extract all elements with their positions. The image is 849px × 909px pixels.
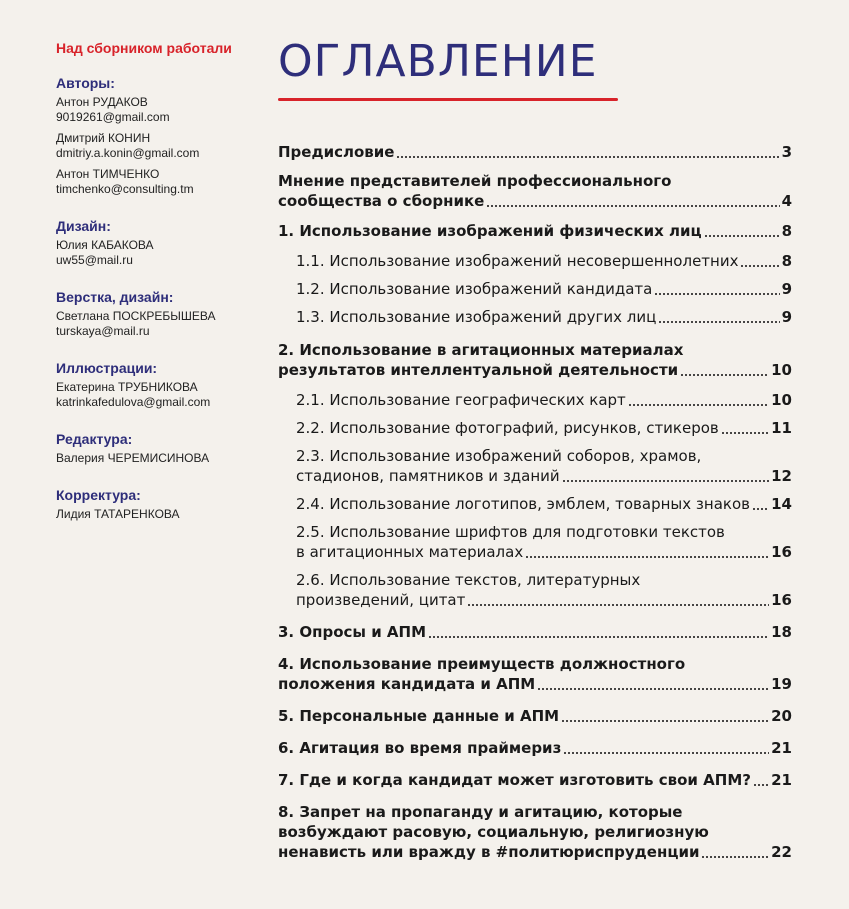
toc-entry-line [278,622,792,642]
credits-role: Корректура: [56,487,141,503]
credits-sidebar [56,40,256,543]
toc-entry-line [278,142,792,162]
toc-entry-line [278,738,792,758]
toc-entry-title: 2.1. Использование географических карт [296,391,626,409]
toc-entry [278,418,792,438]
credits-person [56,167,256,197]
toc-entry-title: положения кандидата и АПМ [278,675,536,693]
person-email: dmitriy.a.konin@gmail.com [56,146,200,160]
toc-entry [278,251,792,271]
person-email: turskaya@mail.ru [56,324,150,338]
toc-entry [278,279,792,299]
credits-group [56,487,256,522]
toc-entry-title: 2.3. Использование изображений соборов, храмов, [296,447,702,465]
dot-leader [537,688,769,690]
credits-person [56,131,256,161]
credits-groups [56,75,256,522]
toc-entry-title: 2.4. Использование логотипов, эмблем, товарных знаков [296,495,750,513]
toc-page-number: 8 [781,222,792,240]
credits-role: Иллюстрации: [56,360,158,376]
person-name: Антон РУДАКОВ [56,95,148,109]
dot-leader [680,374,769,376]
person-name: Лидия ТАТАРЕНКОВА [56,507,180,521]
toc-entry-line [278,251,792,271]
toc-entry-line [278,171,792,191]
toc-entry-title: 3. Опросы и АПМ [278,623,427,641]
dot-leader [658,321,779,323]
toc-entry-line [278,770,792,790]
toc-entry [278,390,792,410]
toc-entry-title: 2. Использование в агитационных материалах [278,341,684,359]
toc-entry [278,446,792,486]
toc-entry [278,802,792,862]
toc-entry [278,494,792,514]
toc-page-number: 9 [781,308,792,326]
toc-entry [278,522,792,562]
dot-leader [740,265,779,267]
toc-entry [278,622,792,642]
toc-entry-title: 1.1. Использование изображений несовершеннолетних [296,252,739,270]
toc-page-number: 11 [771,419,792,437]
toc-entry-line [278,446,792,466]
toc-entry [278,340,792,380]
toc-entry-line [278,590,792,610]
dot-leader [628,404,769,406]
dot-leader [752,508,769,510]
dot-leader [701,856,769,858]
toc-entry-line [278,842,792,862]
toc-page-number: 16 [771,543,792,561]
toc-entry-title: Предисловие [278,143,395,161]
toc-list [278,142,792,862]
toc-page-number: 9 [781,280,792,298]
toc-entry [278,770,792,790]
toc-entry-line [278,390,792,410]
toc-entry [278,221,792,241]
toc-entry [278,142,792,162]
person-email: timchenko@consulting.tm [56,182,194,196]
toc-entry-title: ненависть или вражду в #политюриспруденции [278,843,700,861]
credits-person [56,238,256,268]
credits-person [56,309,256,339]
toc-page-number: 4 [781,192,792,210]
toc-page-number: 18 [771,623,792,641]
dot-leader [467,604,769,606]
toc-entry-title: в агитационных материалах [296,543,524,561]
credits-person [56,95,256,125]
toc-entry [278,654,792,694]
dot-leader [753,784,769,786]
toc-page-number: 12 [771,467,792,485]
toc-entry-line [278,307,792,327]
toc-page-number: 3 [781,143,792,161]
toc-entry-line [278,802,792,822]
toc-entry [278,738,792,758]
person-name: Юлия КАБАКОВА [56,238,154,252]
toc-entry-title: 2.6. Использование текстов, литературных [296,571,641,589]
toc-entry-line [278,674,792,694]
toc-page-number: 20 [771,707,792,725]
toc-page-number: 14 [771,495,792,513]
toc-entry-line [278,360,792,380]
credits-person [56,451,256,466]
toc-entry-title: стадионов, памятников и зданий [296,467,560,485]
toc-entry-line [278,654,792,674]
toc-entry [278,570,792,610]
credits-group [56,289,256,339]
dot-leader [562,480,769,482]
toc-entry-line [278,191,792,211]
toc-entry-line [278,522,792,542]
toc-entry-title: 6. Агитация во время праймериз [278,739,562,757]
dot-leader [428,636,769,638]
person-name: Светлана ПОСКРЕБЫШЕВА [56,309,216,323]
credits-role: Дизайн: [56,218,111,234]
toc-entry-title: результатов интеллентуальной деятельности [278,361,679,379]
toc-page-number: 10 [771,391,792,409]
dot-leader [486,205,779,207]
toc-entry [278,307,792,327]
toc-page-number: 19 [771,675,792,693]
toc-page-number: 16 [771,591,792,609]
credits-intro: Над сборником работали [56,40,232,56]
toc-entry [278,706,792,726]
toc-entry-line [278,822,792,842]
dot-leader [721,432,769,434]
dot-leader [704,235,780,237]
toc-entry-title: 5. Персональные данные и АПМ [278,707,560,725]
credits-group [56,360,256,410]
toc-page-number: 8 [781,252,792,270]
person-email: uw55@mail.ru [56,253,133,267]
toc-entry-title: произведений, цитат [296,591,466,609]
toc-entry-line [278,466,792,486]
dot-leader [561,720,769,722]
toc-entry-line [278,279,792,299]
toc-entry-title: возбуждают расовую, социальную, религиозную [278,823,709,841]
toc-page-number: 10 [771,361,792,379]
toc-page-number: 21 [771,771,792,789]
toc-entry-title: 1.2. Использование изображений кандидата [296,280,653,298]
dot-leader [396,156,779,158]
person-name: Антон ТИМЧЕНКО [56,167,160,181]
toc-entry-title: 1.3. Использование изображений других лиц [296,308,657,326]
toc-entry-title: 2.5. Использование шрифтов для подготовки текстов [296,523,725,541]
toc-entry [278,171,792,211]
credits-person [56,507,256,522]
toc-entry-line [278,494,792,514]
toc-entry-line [278,706,792,726]
person-email: 9019261@gmail.com [56,110,170,124]
toc-entry-line [278,340,792,360]
toc-entry-title: 4. Использование преимуществ должностного [278,655,686,673]
credits-group [56,75,256,197]
person-name: Валерия ЧЕРЕМИСИНОВА [56,451,210,465]
toc-entry-title: 1. Использование изображений физических лиц [278,222,702,240]
credits-group [56,431,256,466]
toc-entry-line [278,221,792,241]
credits-role: Авторы: [56,75,115,91]
toc-page-number: 22 [771,843,792,861]
toc-entry-line [278,418,792,438]
toc-entry-line [278,542,792,562]
dot-leader [563,752,769,754]
credits-role: Редактура: [56,431,133,447]
toc-entry-line [278,570,792,590]
toc-entry-title: 2.2. Использование фотографий, рисунков, стикеров [296,419,719,437]
toc-entry-title: 7. Где и когда кандидат может изготовить свои АПМ? [278,771,751,789]
credits-person [56,380,256,410]
toc-entry-title: 8. Запрет на пропаганду и агитацию, которые [278,803,683,821]
toc-page-number: 21 [771,739,792,757]
person-email: katrinkafedulova@gmail.com [56,395,211,409]
person-name: Екатерина ТРУБНИКОВА [56,380,198,394]
dot-leader [654,293,779,295]
title-underline [278,98,618,101]
person-name: Дмитрий КОНИН [56,131,151,145]
toc-entry-title: Мнение представителей профессионального [278,172,672,190]
toc-entry-title: сообщества о сборнике [278,192,485,210]
dot-leader [525,556,769,558]
page-title: ОГЛАВЛЕНИЕ [278,36,598,87]
credits-role: Верстка, дизайн: [56,289,174,305]
credits-group [56,218,256,268]
